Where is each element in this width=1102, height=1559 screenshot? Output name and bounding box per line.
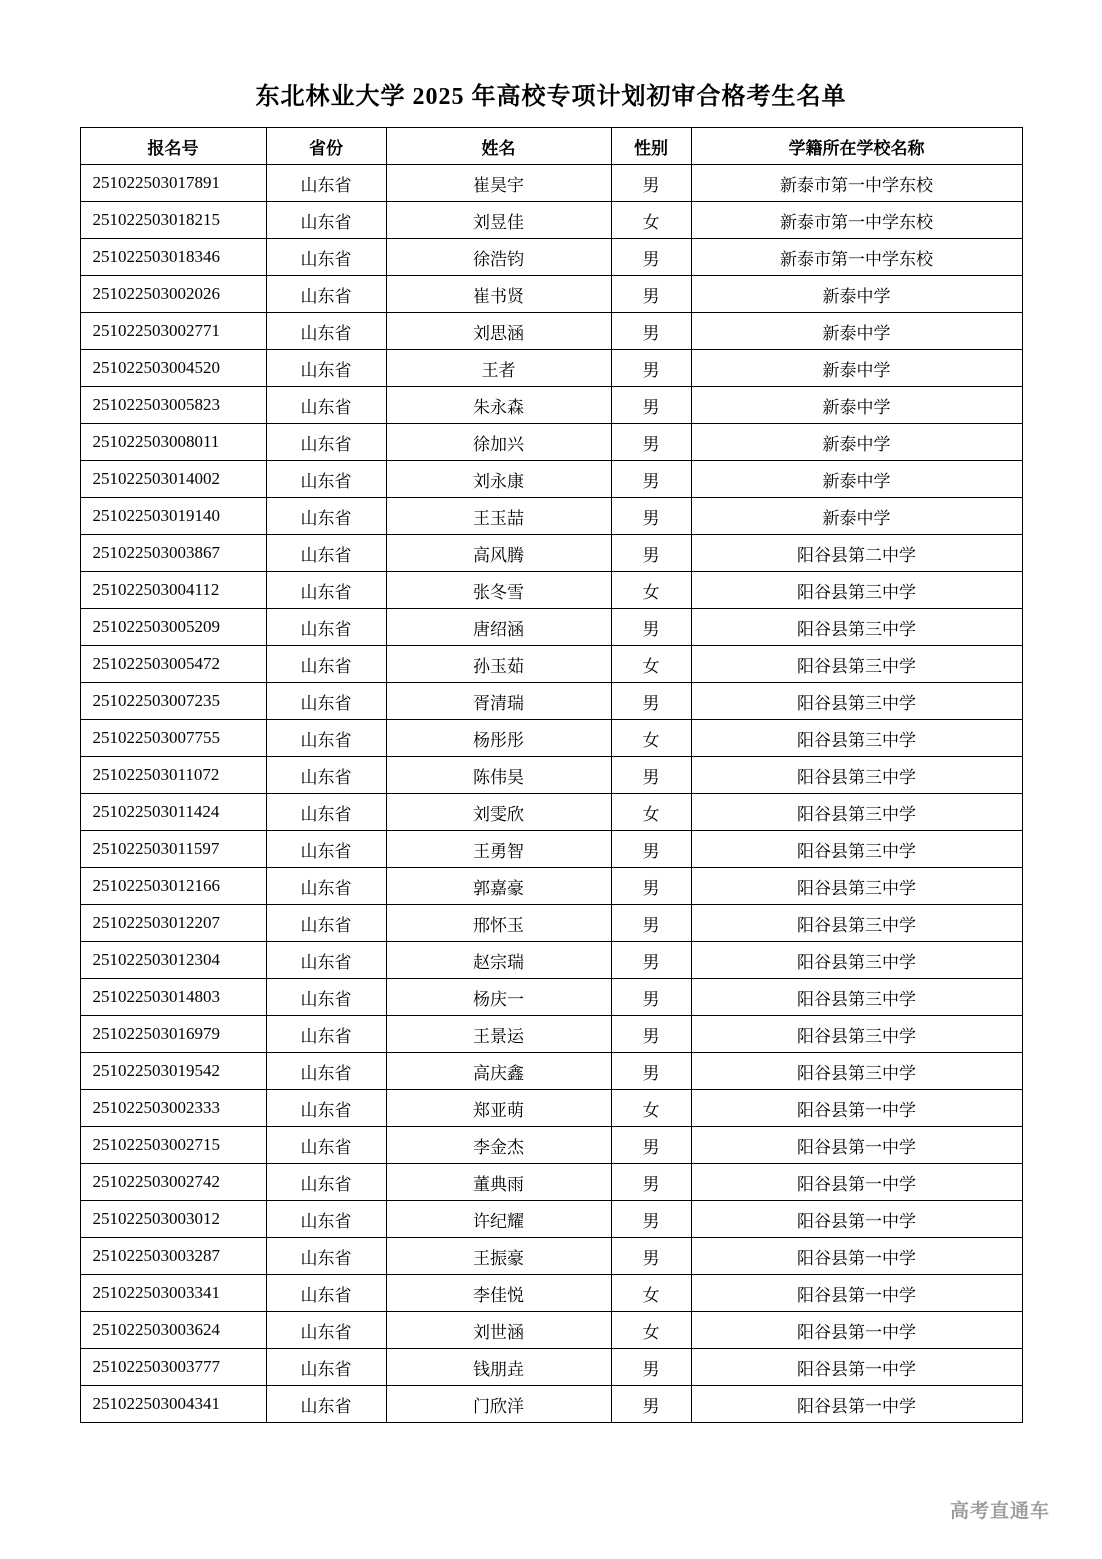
cell-province: 山东省 (266, 461, 386, 498)
cell-province: 山东省 (266, 498, 386, 535)
table-row (80, 757, 1022, 794)
cell-province: 山东省 (266, 1127, 386, 1164)
cell-name: 郭嘉豪 (386, 868, 611, 905)
cell-gender: 男 (611, 461, 691, 498)
cell-reg-no: 251022503004112 (80, 572, 266, 609)
cell-school: 新泰中学 (691, 498, 1022, 535)
cell-school: 阳谷县第一中学 (691, 1164, 1022, 1201)
cell-school: 阳谷县第三中学 (691, 794, 1022, 831)
cell-name: 邢怀玉 (386, 905, 611, 942)
table-row (80, 1312, 1022, 1349)
cell-school: 新泰中学 (691, 313, 1022, 350)
table-body (80, 165, 1022, 1423)
cell-reg-no: 251022503004520 (80, 350, 266, 387)
cell-reg-no: 251022503005472 (80, 646, 266, 683)
cell-reg-no: 251022503002742 (80, 1164, 266, 1201)
cell-name: 胥清瑞 (386, 683, 611, 720)
cell-gender: 女 (611, 1275, 691, 1312)
cell-name: 刘永康 (386, 461, 611, 498)
header-province: 省份 (266, 128, 386, 165)
cell-gender: 男 (611, 424, 691, 461)
candidates-table (80, 127, 1023, 1423)
cell-name: 杨庆一 (386, 979, 611, 1016)
cell-name: 陈伟昊 (386, 757, 611, 794)
cell-name: 朱永森 (386, 387, 611, 424)
cell-gender: 女 (611, 646, 691, 683)
cell-school: 新泰市第一中学东校 (691, 239, 1022, 276)
cell-gender: 男 (611, 683, 691, 720)
cell-gender: 男 (611, 942, 691, 979)
cell-reg-no: 251022503005209 (80, 609, 266, 646)
cell-reg-no: 251022503011072 (80, 757, 266, 794)
cell-reg-no: 251022503002771 (80, 313, 266, 350)
table-row (80, 905, 1022, 942)
cell-reg-no: 251022503016979 (80, 1016, 266, 1053)
table-row (80, 979, 1022, 1016)
cell-name: 高庆鑫 (386, 1053, 611, 1090)
cell-gender: 男 (611, 1016, 691, 1053)
cell-name: 崔昊宇 (386, 165, 611, 202)
cell-gender: 男 (611, 387, 691, 424)
cell-school: 阳谷县第一中学 (691, 1201, 1022, 1238)
cell-reg-no: 251022503012304 (80, 942, 266, 979)
cell-reg-no: 251022503007235 (80, 683, 266, 720)
cell-province: 山东省 (266, 868, 386, 905)
table-row (80, 609, 1022, 646)
cell-school: 新泰中学 (691, 387, 1022, 424)
cell-province: 山东省 (266, 757, 386, 794)
table-row (80, 461, 1022, 498)
table-row (80, 1164, 1022, 1201)
cell-school: 阳谷县第三中学 (691, 942, 1022, 979)
cell-school: 阳谷县第三中学 (691, 720, 1022, 757)
cell-reg-no: 251022503011424 (80, 794, 266, 831)
table-row (80, 313, 1022, 350)
cell-name: 王玉喆 (386, 498, 611, 535)
cell-gender: 男 (611, 979, 691, 1016)
table-row (80, 1127, 1022, 1164)
cell-province: 山东省 (266, 424, 386, 461)
cell-name: 杨彤彤 (386, 720, 611, 757)
cell-gender: 男 (611, 905, 691, 942)
table-row (80, 720, 1022, 757)
cell-gender: 男 (611, 1386, 691, 1423)
table-row (80, 1349, 1022, 1386)
cell-province: 山东省 (266, 1201, 386, 1238)
cell-school: 阳谷县第三中学 (691, 868, 1022, 905)
cell-name: 唐绍涵 (386, 609, 611, 646)
table-row (80, 535, 1022, 572)
cell-name: 钱朋垚 (386, 1349, 611, 1386)
header-name: 姓名 (386, 128, 611, 165)
cell-reg-no: 251022503003624 (80, 1312, 266, 1349)
table-row (80, 942, 1022, 979)
table-row (80, 794, 1022, 831)
cell-province: 山东省 (266, 905, 386, 942)
cell-school: 新泰中学 (691, 424, 1022, 461)
cell-school: 新泰中学 (691, 461, 1022, 498)
cell-gender: 男 (611, 165, 691, 202)
cell-name: 王勇智 (386, 831, 611, 868)
cell-reg-no: 251022503004341 (80, 1386, 266, 1423)
cell-province: 山东省 (266, 1275, 386, 1312)
cell-gender: 男 (611, 498, 691, 535)
cell-name: 崔书贤 (386, 276, 611, 313)
header-gender: 性别 (611, 128, 691, 165)
cell-name: 赵宗瑞 (386, 942, 611, 979)
table-row (80, 498, 1022, 535)
cell-name: 高风腾 (386, 535, 611, 572)
cell-gender: 男 (611, 1201, 691, 1238)
cell-gender: 男 (611, 757, 691, 794)
table-row (80, 239, 1022, 276)
cell-gender: 男 (611, 276, 691, 313)
cell-province: 山东省 (266, 646, 386, 683)
cell-name: 孙玉茹 (386, 646, 611, 683)
cell-name: 徐浩钧 (386, 239, 611, 276)
cell-province: 山东省 (266, 165, 386, 202)
cell-school: 阳谷县第三中学 (691, 646, 1022, 683)
watermark: 高考直通车 (949, 1501, 1050, 1522)
cell-province: 山东省 (266, 535, 386, 572)
cell-school: 阳谷县第一中学 (691, 1312, 1022, 1349)
cell-province: 山东省 (266, 1386, 386, 1423)
cell-name: 李金杰 (386, 1127, 611, 1164)
cell-gender: 女 (611, 202, 691, 239)
cell-school: 新泰中学 (691, 276, 1022, 313)
cell-province: 山东省 (266, 1349, 386, 1386)
cell-reg-no: 251022503005823 (80, 387, 266, 424)
header-reg-no: 报名号 (80, 128, 266, 165)
cell-province: 山东省 (266, 794, 386, 831)
cell-school: 阳谷县第一中学 (691, 1238, 1022, 1275)
cell-gender: 男 (611, 350, 691, 387)
cell-reg-no: 251022503012207 (80, 905, 266, 942)
cell-gender: 女 (611, 572, 691, 609)
cell-gender: 男 (611, 1238, 691, 1275)
table-row (80, 1386, 1022, 1423)
cell-school: 阳谷县第二中学 (691, 535, 1022, 572)
cell-province: 山东省 (266, 572, 386, 609)
table-row (80, 572, 1022, 609)
table-row (80, 1275, 1022, 1312)
cell-province: 山东省 (266, 1238, 386, 1275)
cell-reg-no: 251022503003867 (80, 535, 266, 572)
cell-reg-no: 251022503008011 (80, 424, 266, 461)
cell-name: 徐加兴 (386, 424, 611, 461)
table-row (80, 1016, 1022, 1053)
table-row (80, 387, 1022, 424)
cell-reg-no: 251022503003012 (80, 1201, 266, 1238)
cell-school: 阳谷县第三中学 (691, 757, 1022, 794)
cell-name: 李佳悦 (386, 1275, 611, 1312)
cell-reg-no: 251022503018346 (80, 239, 266, 276)
cell-reg-no: 251022503019140 (80, 498, 266, 535)
cell-school: 阳谷县第三中学 (691, 1016, 1022, 1053)
cell-name: 王者 (386, 350, 611, 387)
table-row (80, 831, 1022, 868)
table-row (80, 165, 1022, 202)
cell-gender: 女 (611, 1312, 691, 1349)
table-row (80, 868, 1022, 905)
cell-reg-no: 251022503012166 (80, 868, 266, 905)
cell-school: 阳谷县第三中学 (691, 979, 1022, 1016)
cell-reg-no: 251022503011597 (80, 831, 266, 868)
cell-school: 阳谷县第一中学 (691, 1090, 1022, 1127)
cell-reg-no: 251022503019542 (80, 1053, 266, 1090)
cell-gender: 男 (611, 313, 691, 350)
cell-reg-no: 251022503003287 (80, 1238, 266, 1275)
cell-reg-no: 251022503002026 (80, 276, 266, 313)
cell-school: 阳谷县第一中学 (691, 1275, 1022, 1312)
table-row (80, 1238, 1022, 1275)
table-row (80, 683, 1022, 720)
cell-province: 山东省 (266, 1164, 386, 1201)
cell-gender: 男 (611, 609, 691, 646)
cell-name: 王振豪 (386, 1238, 611, 1275)
cell-name: 刘思涵 (386, 313, 611, 350)
cell-gender: 男 (611, 239, 691, 276)
cell-reg-no: 251022503007755 (80, 720, 266, 757)
cell-gender: 女 (611, 720, 691, 757)
cell-province: 山东省 (266, 239, 386, 276)
cell-province: 山东省 (266, 276, 386, 313)
cell-school: 阳谷县第三中学 (691, 831, 1022, 868)
cell-province: 山东省 (266, 609, 386, 646)
table-row (80, 1090, 1022, 1127)
cell-school: 阳谷县第三中学 (691, 572, 1022, 609)
cell-school: 阳谷县第一中学 (691, 1349, 1022, 1386)
cell-school: 阳谷县第三中学 (691, 1053, 1022, 1090)
cell-province: 山东省 (266, 831, 386, 868)
cell-reg-no: 251022503014002 (80, 461, 266, 498)
table-row (80, 350, 1022, 387)
cell-province: 山东省 (266, 1312, 386, 1349)
table-header-row (80, 128, 1022, 165)
cell-province: 山东省 (266, 683, 386, 720)
cell-gender: 男 (611, 1053, 691, 1090)
cell-reg-no: 251022503003777 (80, 1349, 266, 1386)
cell-province: 山东省 (266, 350, 386, 387)
table-row (80, 646, 1022, 683)
cell-gender: 女 (611, 1090, 691, 1127)
cell-reg-no: 251022503003341 (80, 1275, 266, 1312)
cell-province: 山东省 (266, 720, 386, 757)
cell-gender: 男 (611, 535, 691, 572)
cell-province: 山东省 (266, 1053, 386, 1090)
cell-school: 阳谷县第三中学 (691, 609, 1022, 646)
cell-reg-no: 251022503018215 (80, 202, 266, 239)
cell-province: 山东省 (266, 942, 386, 979)
cell-province: 山东省 (266, 387, 386, 424)
cell-province: 山东省 (266, 979, 386, 1016)
cell-province: 山东省 (266, 202, 386, 239)
cell-gender: 男 (611, 1349, 691, 1386)
cell-gender: 女 (611, 794, 691, 831)
cell-school: 新泰市第一中学东校 (691, 202, 1022, 239)
header-school: 学籍所在学校名称 (691, 128, 1022, 165)
cell-name: 刘世涵 (386, 1312, 611, 1349)
cell-province: 山东省 (266, 313, 386, 350)
cell-reg-no: 251022503002715 (80, 1127, 266, 1164)
table-row (80, 1201, 1022, 1238)
cell-gender: 男 (611, 868, 691, 905)
cell-name: 董典雨 (386, 1164, 611, 1201)
table-row (80, 1053, 1022, 1090)
cell-gender: 男 (611, 831, 691, 868)
cell-gender: 男 (611, 1164, 691, 1201)
cell-reg-no: 251022503017891 (80, 165, 266, 202)
cell-name: 张冬雪 (386, 572, 611, 609)
table-row (80, 424, 1022, 461)
cell-name: 刘雯欣 (386, 794, 611, 831)
cell-school: 阳谷县第一中学 (691, 1127, 1022, 1164)
cell-reg-no: 251022503002333 (80, 1090, 266, 1127)
cell-gender: 男 (611, 1127, 691, 1164)
cell-name: 刘昱佳 (386, 202, 611, 239)
cell-name: 门欣洋 (386, 1386, 611, 1423)
table-row (80, 276, 1022, 313)
cell-school: 新泰中学 (691, 350, 1022, 387)
cell-school: 阳谷县第三中学 (691, 905, 1022, 942)
cell-school: 阳谷县第三中学 (691, 683, 1022, 720)
cell-name: 郑亚萌 (386, 1090, 611, 1127)
cell-name: 王景运 (386, 1016, 611, 1053)
cell-province: 山东省 (266, 1016, 386, 1053)
cell-province: 山东省 (266, 1090, 386, 1127)
cell-name: 许纪耀 (386, 1201, 611, 1238)
cell-school: 新泰市第一中学东校 (691, 165, 1022, 202)
cell-school: 阳谷县第一中学 (691, 1386, 1022, 1423)
cell-reg-no: 251022503014803 (80, 979, 266, 1016)
page-title: 东北林业大学 2025 年高校专项计划初审合格考生名单 (255, 84, 847, 110)
table-row (80, 202, 1022, 239)
